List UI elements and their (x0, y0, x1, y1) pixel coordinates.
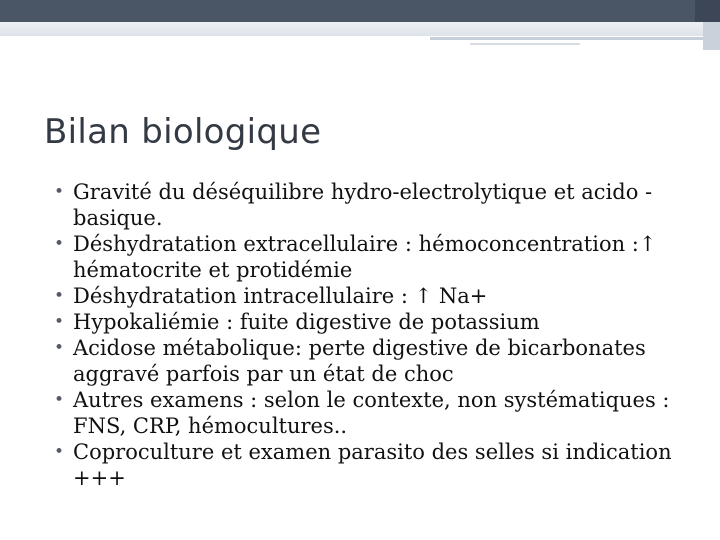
bullet-text: Acidose métabolique: perte digestive de bicarbonates aggravé parfois par un état de choc (73, 336, 646, 386)
corner-block (695, 0, 720, 22)
header-bar (0, 0, 720, 22)
bullet-dot-icon: • (54, 390, 65, 410)
bullet-dot-icon: • (54, 338, 65, 358)
bullet-list (54, 179, 694, 491)
bullet-dot-icon: • (54, 234, 65, 254)
bullet-item (54, 231, 694, 283)
corner-stripe (703, 22, 720, 50)
bullet-item (54, 179, 694, 231)
header-accent-line-short (470, 43, 580, 45)
bullet-item (54, 283, 694, 309)
bullet-dot-icon: • (54, 312, 65, 332)
bullet-dot-icon: • (54, 182, 65, 202)
bullet-text: Déshydratation extracellulaire : hémoconcentration :↑ hématocrite et protidémie (73, 232, 657, 282)
bullet-dot-icon: • (54, 286, 65, 306)
bullet-text: Déshydratation intracellulaire : ↑ Na+ (73, 284, 488, 308)
bullet-item (54, 309, 694, 335)
bullet-text: Hypokaliémie : fuite digestive de potassium (73, 310, 540, 334)
bullet-dot-icon: • (54, 442, 65, 462)
slide-title: Bilan biologique (44, 112, 322, 152)
header-stripe (0, 22, 720, 36)
bullet-text: Coproculture et examen parasito des selles si indication +++ (73, 440, 672, 490)
bullet-text: Autres examens : selon le contexte, non systématiques : FNS, CRP, hémocultures.. (73, 388, 670, 438)
bullet-item (54, 439, 694, 491)
bullet-item (54, 335, 694, 387)
bullet-text: Gravité du déséquilibre hydro-electrolytique et acido -basique. (73, 180, 653, 230)
header-accent-line (430, 37, 720, 40)
bullet-item (54, 387, 694, 439)
